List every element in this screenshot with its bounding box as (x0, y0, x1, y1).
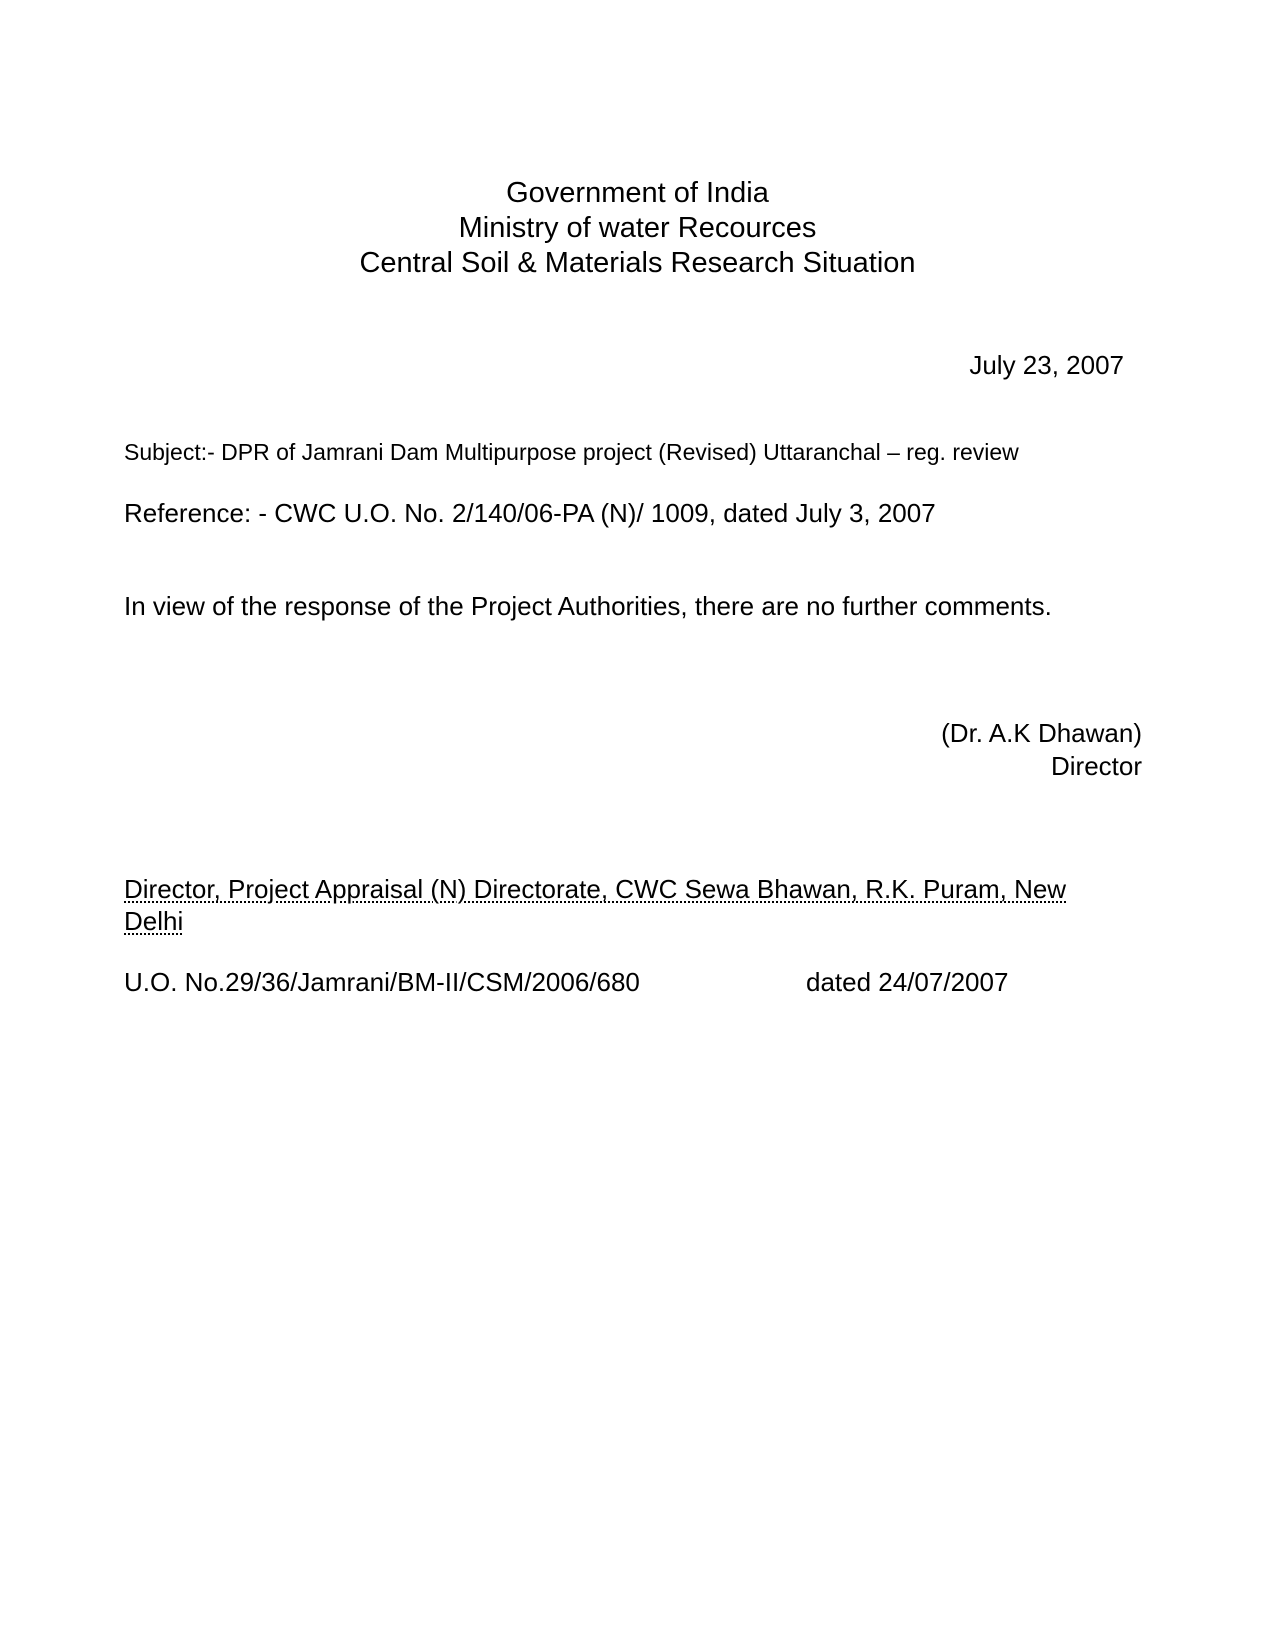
signatory-title: Director (1050, 751, 1142, 781)
signature-block (941, 717, 1142, 783)
letter-date: July 23, 2007 (969, 350, 1124, 380)
signatory-name: (Dr. A.K Dhawan) (941, 718, 1142, 748)
uo-date: dated 24/07/2007 (806, 967, 1009, 997)
addressee-text: Director, Project Appraisal (N) Directorate, CWC Sewa Bhawan, R.K. Puram, New Delhi (124, 874, 1067, 936)
reference-line: Reference: - CWC U.O. No. 2/140/06-PA (N)/ 1009, dated July 3, 2007 (124, 498, 936, 528)
uo-number: U.O. No.29/36/Jamrani/BM-II/CSM/2006/680 (124, 967, 640, 997)
letterhead-government: Government of India (506, 177, 769, 209)
letterhead-organization: Central Soil & Materials Research Situation (359, 247, 916, 279)
body-paragraph: In view of the response of the Project Authorities, there are no further comments. (124, 591, 1052, 621)
letterhead (0, 176, 1275, 281)
letterhead-ministry: Ministry of water Recources (458, 212, 817, 244)
subject-line: Subject:- DPR of Jamrani Dam Multipurpose project (Revised) Uttaranchal – reg. review (124, 439, 1019, 465)
addressee (124, 873, 1124, 937)
